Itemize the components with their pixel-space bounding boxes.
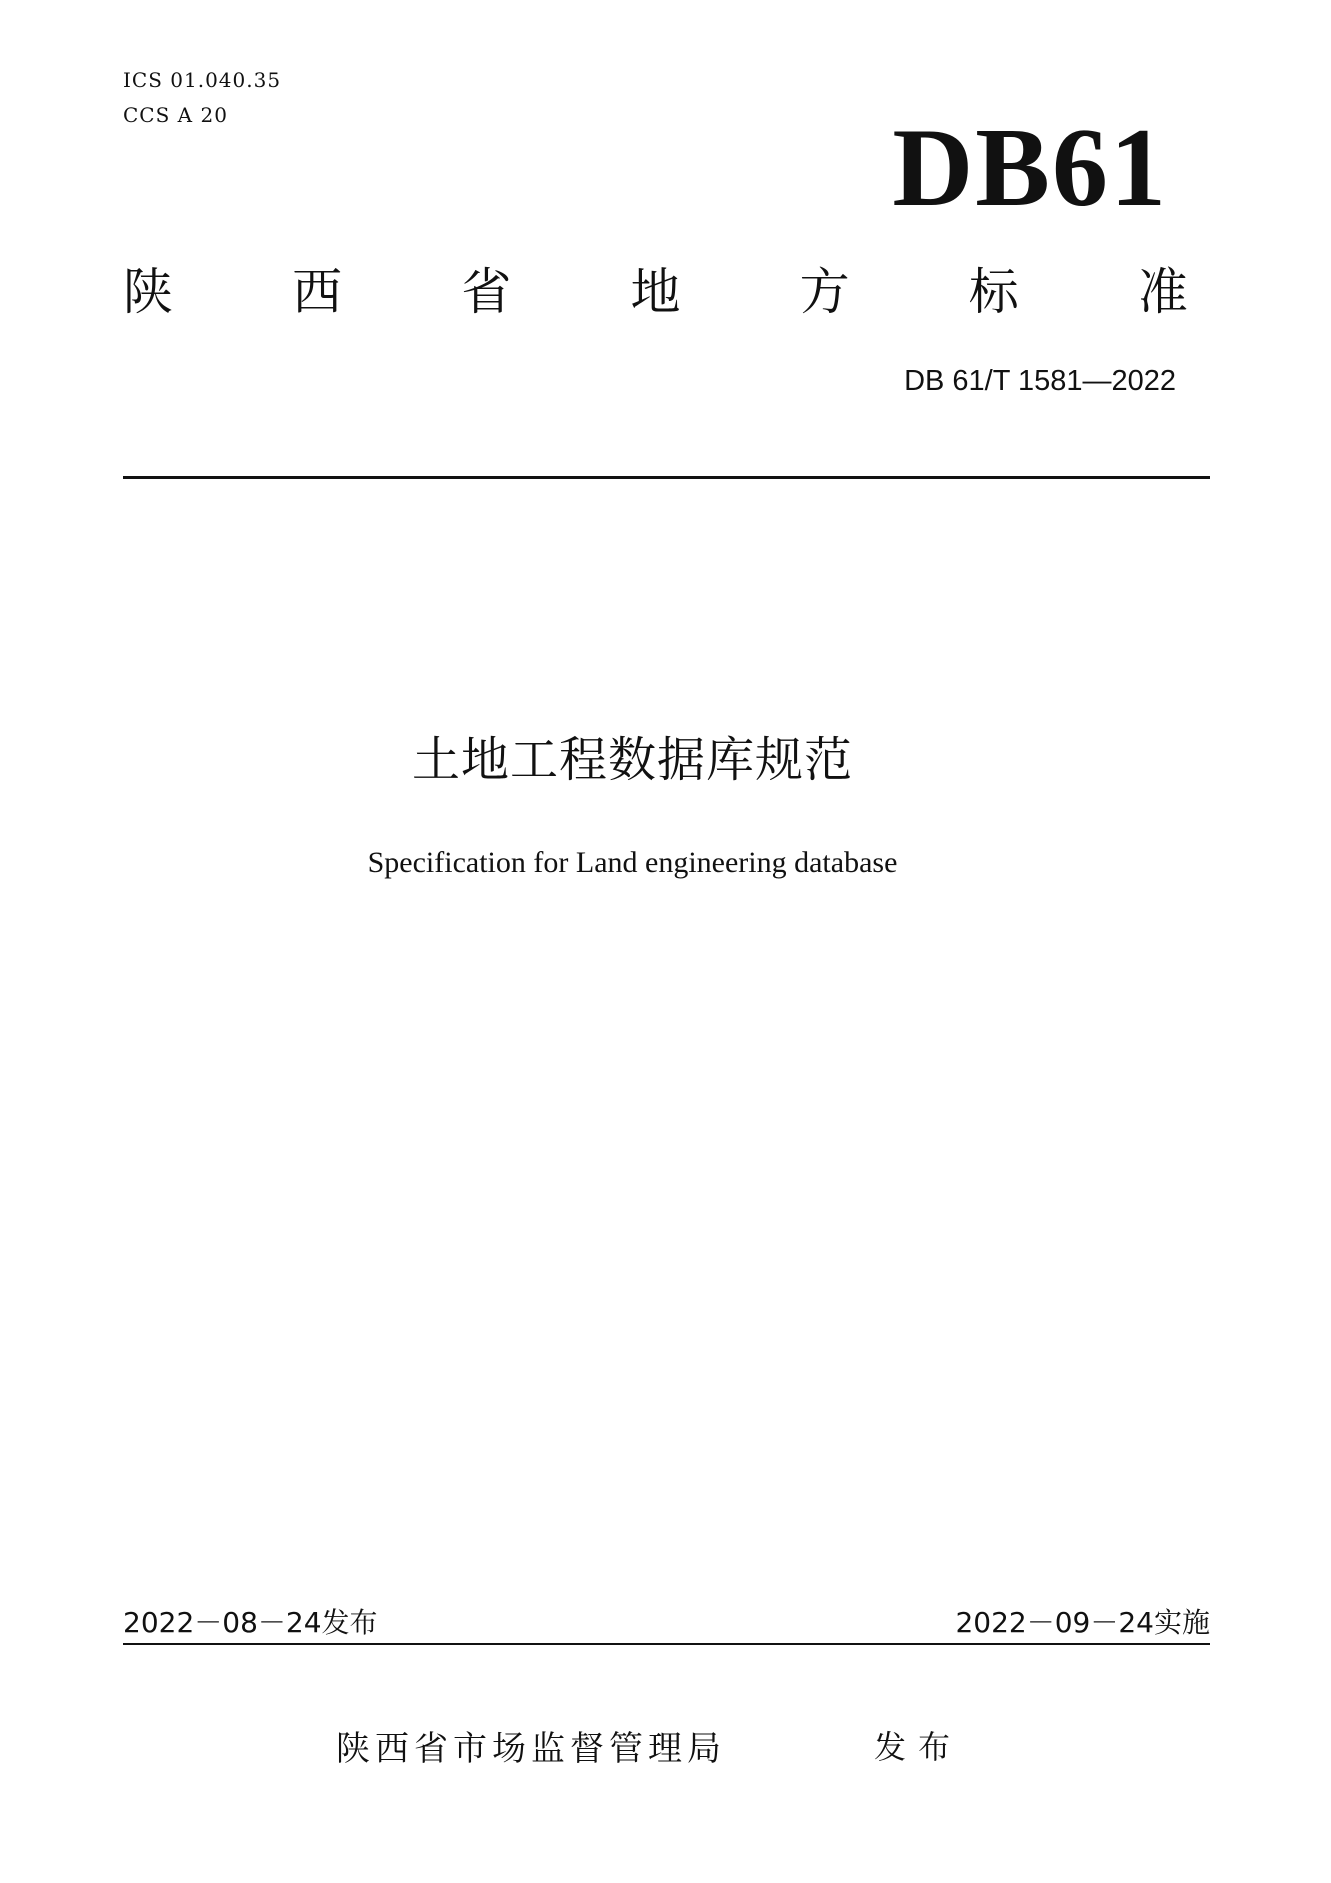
standard-number: DB 61/T 1581—2022 (904, 365, 1176, 397)
standard-logo: DB61 (892, 106, 1168, 230)
standard-type-char: 方 (799, 263, 850, 321)
standard-type-char: 省 (461, 263, 512, 321)
standard-type-char: 地 (630, 263, 681, 321)
top-divider (123, 476, 1210, 479)
publish-date: 2022－08－24发布 (123, 1606, 378, 1639)
ics-code: ICS 01.040.35 (123, 68, 282, 92)
effective-date: 2022－09－24实施 (955, 1606, 1210, 1639)
document-title-english: Specification for Land engineering database (367, 846, 898, 879)
standard-type-char: 标 (968, 263, 1019, 321)
ccs-code: CCS A 20 (123, 103, 228, 127)
standard-type-char: 准 (1137, 263, 1188, 321)
standard-type-heading (123, 262, 1188, 322)
document-title-chinese: 土地工程数据库规范 (411, 732, 853, 788)
standard-type-char: 西 (292, 263, 343, 321)
bottom-divider (123, 1643, 1210, 1645)
issue-label: 发布 (874, 1728, 963, 1766)
standard-type-char: 陕 (123, 263, 173, 321)
issuing-authority: 陕西省市场监督管理局 (336, 1729, 726, 1769)
